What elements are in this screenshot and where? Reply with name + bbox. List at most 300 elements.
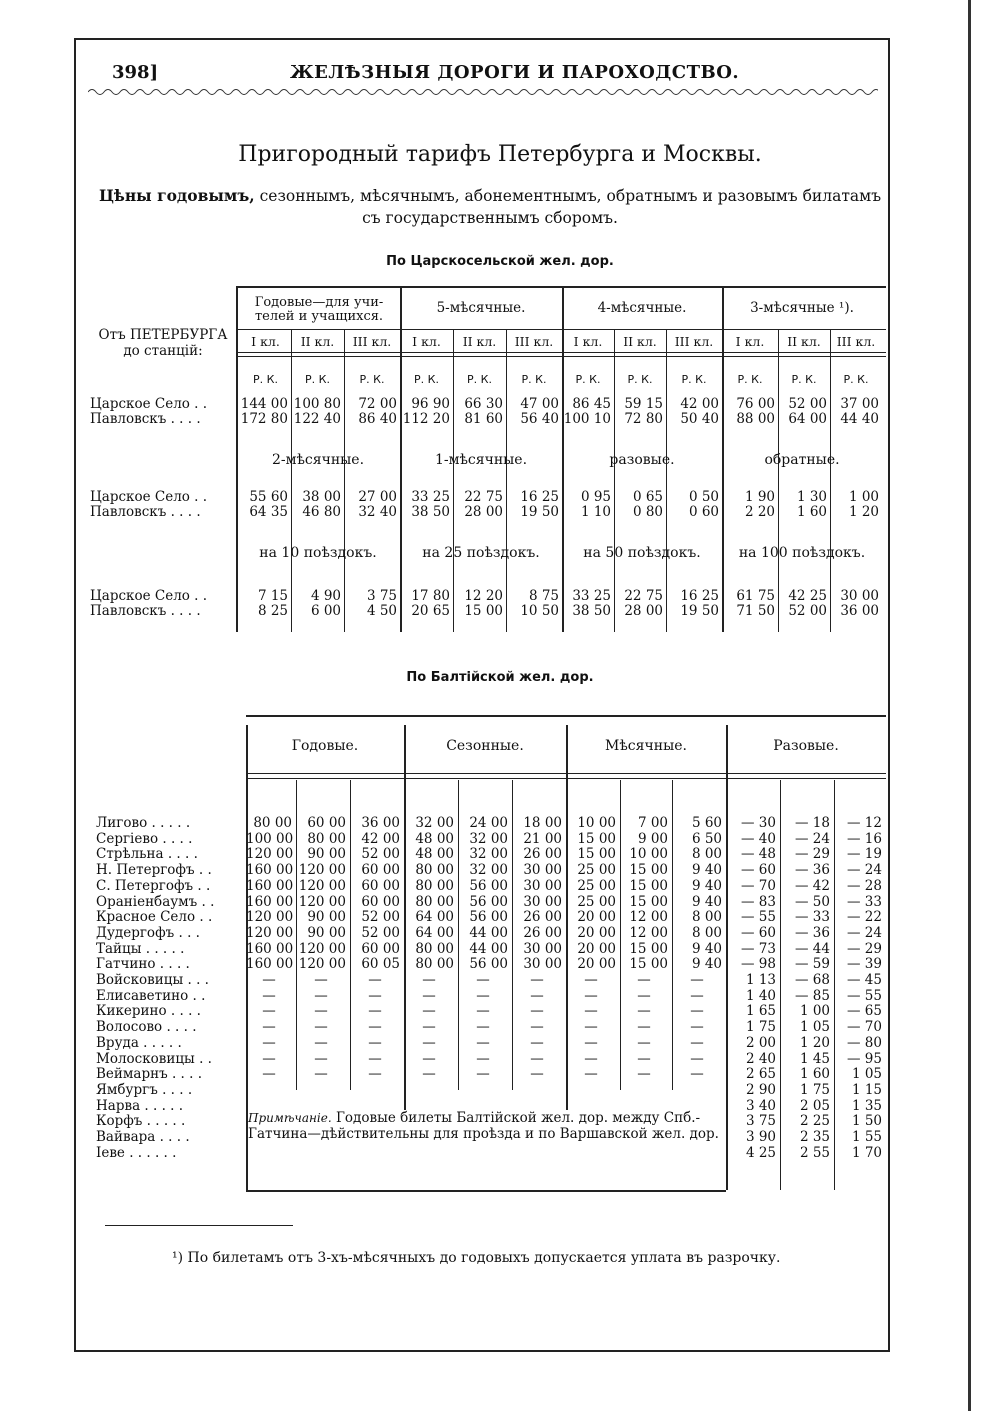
baltic-station-name: Веймарнъ . . . . [96,1066,203,1083]
class-header: I кл. [735,334,765,349]
baltic-fare-value: 80 00 [415,940,454,957]
fare-value: 28 00 [464,504,503,520]
fare-value: 6 00 [310,603,341,619]
class-header: III кл. [674,334,714,349]
fare-value: 4 50 [366,603,397,619]
fare-value: 12 20 [464,588,503,604]
baltic-fare-value: 9 40 [691,940,722,957]
note-label: Примѣчаніе. [248,1111,332,1125]
fare-value: 64 35 [249,504,288,520]
fare-value: 0 65 [632,489,663,505]
baltic-fare-value: 15 00 [629,893,668,910]
fare-value: 71 50 [736,603,775,619]
baltic-fare-value: — [690,1019,704,1036]
fare-value: 19 50 [520,504,559,520]
baltic-fare-value: 20 00 [577,909,616,926]
baltic-fare-value: 90 00 [307,924,346,941]
baltic-fare-value: — [314,972,328,988]
baltic-fare-value: — [530,1066,544,1083]
block-header: на 25 поѣздокъ. [422,545,540,561]
fare-value: 0 60 [688,504,719,520]
baltic-fare-value: 100 00 [246,830,294,847]
table1-class-rule-bottom2 [236,356,886,357]
baltic-fare-value: — [262,1066,276,1083]
unit-label: Р. К. [359,373,385,386]
baltic-fare-value: — 28 [847,877,882,894]
baltic-fare-value: 52 00 [361,909,400,926]
baltic-fare-value: — 70 [741,877,776,894]
baltic-fare-value: 160 00 [246,893,294,910]
fare-value: 66 30 [464,396,503,412]
fare-value: 144 00 [240,396,288,412]
class-header: II кл. [787,334,821,349]
baltic-fare-value: — 36 [795,862,830,879]
fare-value: 33 25 [411,489,450,505]
fare-value: 10 50 [520,603,559,619]
station-name: Павловскъ . . . . [90,504,201,520]
baltic-fare-value: — 33 [795,909,830,926]
baltic-fare-value: — 24 [847,862,882,879]
baltic-fare-value: — [584,1003,598,1020]
baltic-fare-value: — 24 [795,830,830,847]
baltic-note [248,1110,728,1142]
baltic-fare-value: — [637,1003,651,1020]
fare-value: 112 20 [402,411,450,427]
class-header: I кл. [412,334,441,349]
block-header: разовые. [609,452,675,468]
fare-value: 28 00 [624,603,663,619]
scan-edge-line [968,0,971,1411]
fare-value: 2 20 [744,504,775,520]
baltic-fare-value: — 70 [847,1019,882,1036]
baltic-fare-value: 12 00 [629,909,668,926]
fare-value: 0 95 [580,489,611,505]
baltic-fare-value: — 22 [847,909,882,926]
baltic-fare-value: — 30 [741,815,776,831]
baltic-fare-value: 80 00 [307,830,346,847]
fare-value: 22 75 [464,489,503,505]
baltic-station-name: Іеве . . . . . . [96,1144,177,1161]
baltic-fare-value: — [584,1066,598,1083]
baltic-fare-value: — [584,1034,598,1051]
table1-class-rule-bottom [236,352,886,353]
baltic-fare-value: 32 00 [469,830,508,847]
baltic-fare-value: — [530,1050,544,1067]
baltic-fare-value: 2 55 [799,1144,830,1161]
baltic-fare-value: 160 00 [246,956,294,973]
baltic-fare-value: — 45 [847,972,882,988]
group-header-yearly: Годовые—для учи- [254,295,384,310]
fare-value: 1 20 [848,504,879,520]
fare-value: 122 40 [293,411,341,427]
fare-value: 1 00 [848,489,879,505]
baltic-fare-value: — 59 [795,956,830,973]
baltic-fare-value: — 60 [741,862,776,879]
baltic-fare-value: — 48 [741,846,776,863]
baltic-fare-value: — [637,1034,651,1051]
baltic-fare-value: 48 00 [415,846,454,863]
baltic-fare-value: 56 00 [469,956,508,973]
baltic-fare-value: — [584,1019,598,1036]
baltic-fare-value: — [690,1066,704,1083]
baltic-station-name: Ямбургъ . . . . [96,1081,193,1098]
baltic-fare-value: 120 00 [298,893,346,910]
baltic-fare-value: — [476,1003,490,1020]
baltic-fare-value: 30 00 [523,893,562,910]
baltic-fare-value: — [476,987,490,1004]
baltic-fare-value: 120 00 [246,846,294,863]
class-header: II кл. [462,334,497,349]
baltic-fare-value: 7 00 [637,815,668,831]
baltic-fare-value: 56 00 [469,909,508,926]
baltic-fare-value: 1 00 [799,1003,830,1020]
baltic-fare-value: — [368,1066,382,1083]
baltic-fare-value: 120 00 [298,877,346,894]
baltic-fare-value: 90 00 [307,909,346,926]
baltic-fare-value: — 18 [795,815,830,831]
fare-value: 72 80 [624,411,663,427]
section1-title: По Царскосельской жел. дор. [386,254,614,269]
fare-value: 20 65 [411,603,450,619]
baltic-fare-value: — [530,1019,544,1036]
baltic-fare-value: — [314,1019,328,1036]
fare-value: 72 00 [358,396,397,412]
baltic-fare-value: — [637,972,651,988]
baltic-fare-value: — [530,987,544,1004]
baltic-fare-value: 15 00 [577,830,616,847]
unit-label: Р. К. [681,373,707,386]
station-name: Павловскъ . . . . [90,411,201,427]
fare-value: 38 00 [302,489,341,505]
baltic-fare-value: — 24 [847,924,882,941]
baltic-station-name: Вруда . . . . . [96,1034,182,1051]
baltic-fare-value: — 29 [847,940,882,957]
baltic-fare-value: — [262,1003,276,1020]
baltic-station-name: Стрѣльна . . . . [96,846,198,863]
baltic-fare-value: 44 00 [469,940,508,957]
baltic-fare-value: 80 00 [415,877,454,894]
fare-value: 61 75 [736,588,775,604]
fare-value: 44 40 [840,411,879,427]
fare-value: 52 00 [788,396,827,412]
fare-value: 86 40 [358,411,397,427]
baltic-station-name: Сергіево . . . . [96,830,193,847]
station-name: Царское Село . . [90,489,208,505]
baltic-station-name: Красное Село . . [96,909,213,926]
fare-value: 81 60 [464,411,503,427]
baltic-fare-value: 26 00 [523,924,562,941]
fare-value: 55 60 [249,489,288,505]
baltic-fare-value: 1 70 [851,1144,882,1161]
baltic-fare-value: 60 00 [361,862,400,879]
footnote: ¹) По билетамъ отъ 3-хъ-мѣсячныхъ до годовыхъ допускается уплата въ разрочку. [172,1250,781,1266]
baltic-fare-value: 15 00 [629,940,668,957]
baltic-fare-value: 8 00 [691,924,722,941]
fare-value: 172 80 [240,411,288,427]
baltic-fare-value: 10 00 [577,815,616,831]
baltic-fare-value: 6 50 [691,830,722,847]
baltic-fare-value: — [314,987,328,1004]
baltic-fare-value: 36 00 [361,815,400,831]
baltic-fare-value: 1 75 [799,1081,830,1098]
baltic-fare-value: — [368,987,382,1004]
baltic-fare-value: 44 00 [469,924,508,941]
baltic-fare-value: 80 00 [253,815,292,831]
baltic-fare-value: 1 35 [851,1097,882,1114]
fare-value: 96 90 [411,396,450,412]
fare-value: 32 40 [358,504,397,520]
station-name: Павловскъ . . . . [90,603,201,619]
footnote-rule [105,1225,293,1226]
baltic-fare-value: — 98 [741,956,776,973]
running-title: ЖЕЛѢЗНЫЯ ДОРОГИ И ПАРОХОДСТВО. [290,62,740,83]
baltic-fare-value: — [637,987,651,1004]
unit-label: Р. К. [791,373,817,386]
fare-value: 59 15 [624,396,663,412]
baltic-fare-value: — 95 [847,1050,882,1067]
fare-value: 1 30 [796,489,827,505]
unit-label: Р. К. [843,373,869,386]
fare-value: 8 75 [528,588,559,604]
fare-value: 38 50 [572,603,611,619]
baltic-fare-value: 1 20 [799,1034,830,1051]
fare-value: 27 00 [358,489,397,505]
fare-value: 4 90 [310,588,341,604]
section2-title: По Балтійской жел. дор. [406,670,594,685]
baltic-fare-value: 10 00 [629,846,668,863]
unit-label: Р. К. [521,373,547,386]
baltic-fare-value: 15 00 [629,956,668,973]
baltic-fare-value: 80 00 [415,956,454,973]
baltic-fare-value: — [262,1019,276,1036]
baltic-fare-value: 26 00 [523,846,562,863]
baltic-fare-value: — [637,1019,651,1036]
baltic-fare-value: 9 40 [691,862,722,879]
fare-value: 16 25 [680,588,719,604]
baltic-fare-value: 1 05 [851,1066,882,1083]
baltic-fare-value: 160 00 [246,877,294,894]
baltic-fare-value: 1 13 [745,972,776,988]
fare-value: 50 40 [680,411,719,427]
baltic-fare-value: — [584,972,598,988]
baltic-station-name: Лигово . . . . . [96,815,191,831]
row-header-line1: Отъ ПЕТЕРБУРГА [98,327,228,343]
baltic-station-name: С. Петергофъ . . [96,877,211,894]
baltic-fare-value: — 42 [795,877,830,894]
fare-value: 0 80 [632,504,663,520]
baltic-station-name: Молосковицы . . [96,1050,212,1067]
baltic-fare-value: — [368,1019,382,1036]
subtitle-line2: съ государственнымъ сборомъ. [362,209,618,227]
baltic-fare-value: 56 00 [469,877,508,894]
fare-value: 88 00 [736,411,775,427]
baltic-fare-value: 1 75 [745,1019,776,1036]
fare-value: 37 00 [840,396,879,412]
baltic-fare-value: 24 00 [469,815,508,831]
baltic-fare-value: 2 00 [745,1034,776,1051]
block-header: обратные. [764,452,840,468]
fare-value: 100 10 [563,411,611,427]
baltic-fare-value: — [422,1003,436,1020]
baltic-fare-value: 1 05 [799,1019,830,1036]
fare-value: 42 25 [788,588,827,604]
class-header: III кл. [836,334,876,349]
baltic-fare-value: 25 00 [577,862,616,879]
baltic-fare-value: 21 00 [523,830,562,847]
baltic-fare-value: 32 00 [469,862,508,879]
fare-value: 1 90 [744,489,775,505]
baltic-fare-value: — [314,1003,328,1020]
table1-class-rule [236,329,886,330]
fare-value: 64 00 [788,411,827,427]
fare-value: 46 80 [302,504,341,520]
baltic-fare-value: 60 00 [307,815,346,831]
baltic-fare-value: — 83 [741,893,776,910]
fare-value: 17 80 [411,588,450,604]
baltic-fare-value: — [422,1066,436,1083]
baltic-fare-value: 15 00 [629,862,668,879]
fare-value: 1 60 [796,504,827,520]
unit-label: Р. К. [253,373,278,386]
unit-label: Р. К. [414,373,439,386]
fare-value: 7 15 [257,588,288,604]
baltic-group-header: Годовые. [291,738,359,754]
baltic-fare-value: 2 05 [799,1097,830,1114]
block-header: на 50 поѣздокъ. [583,545,701,561]
block-header: на 10 поѣздокъ. [259,545,377,561]
baltic-fare-value: 52 00 [361,846,400,863]
baltic-fare-value: — [422,987,436,1004]
baltic-fare-value: 2 40 [745,1050,776,1067]
baltic-fare-value: 3 90 [745,1129,776,1145]
baltic-group-header: Сезонные. [446,738,524,754]
baltic-fare-value: 80 00 [415,862,454,879]
table2-bottom-rule [246,1190,726,1192]
subtitle-bold: Цѣны годовымъ, [98,186,255,205]
baltic-fare-value: 9 40 [691,956,722,973]
baltic-fare-value: — 60 [741,924,776,941]
baltic-fare-value: 32 00 [415,815,454,831]
fare-value: 3 75 [366,588,397,604]
fare-value: 86 45 [572,396,611,412]
baltic-fare-value: 30 00 [523,862,562,879]
baltic-fare-value: 120 00 [246,909,294,926]
fare-value: 33 25 [572,588,611,604]
baltic-fare-value: 2 25 [799,1113,830,1130]
baltic-fare-value: 56 00 [469,893,508,910]
baltic-fare-value: — 68 [795,972,830,988]
baltic-fare-value: 15 00 [577,846,616,863]
baltic-fare-value: 3 40 [745,1097,776,1114]
page-number: 398] [112,62,159,83]
baltic-fare-value: 120 00 [298,956,346,973]
baltic-fare-value: 30 00 [523,940,562,957]
baltic-fare-value: 90 00 [307,846,346,863]
baltic-fare-value: 8 00 [691,846,722,863]
baltic-fare-value: 1 50 [851,1113,882,1130]
baltic-fare-value: 1 60 [799,1066,830,1083]
baltic-station-name: Гатчино . . . . [96,956,190,973]
group-header-4-month: 4-мѣсячные. [597,300,687,316]
fare-value: 0 50 [688,489,719,505]
baltic-fare-value: 25 00 [577,893,616,910]
group-header-5-month: 5-мѣсячные. [436,300,526,316]
baltic-fare-value: — 44 [795,940,830,957]
fare-value: 36 00 [840,603,879,619]
baltic-fare-value: — 55 [847,987,882,1004]
baltic-fare-value: 2 65 [745,1066,776,1083]
baltic-fare-value: — [476,1034,490,1051]
baltic-fare-value: — [422,1034,436,1051]
baltic-station-name: Кикерино . . . . [96,1003,201,1020]
baltic-fare-value: — [262,1034,276,1051]
baltic-fare-value: 48 00 [415,830,454,847]
baltic-station-name: Волосово . . . . [96,1019,197,1036]
baltic-fare-value: — 40 [741,830,776,847]
unit-label: Р. К. [737,373,763,386]
fare-value: 56 40 [520,411,559,427]
baltic-fare-value: — [422,1050,436,1067]
baltic-fare-value: — 29 [795,846,830,863]
fare-value: 30 00 [840,588,879,604]
fare-value: 38 50 [411,504,450,520]
baltic-fare-value: — [476,1050,490,1067]
baltic-fare-value: 4 25 [745,1144,776,1161]
baltic-fare-value: — [476,1066,490,1083]
baltic-fare-value: — [637,1066,651,1083]
baltic-fare-value: — [530,972,544,988]
baltic-fare-value: — 50 [795,893,830,910]
class-header: I кл. [573,334,603,349]
baltic-fare-value: — [422,1019,436,1036]
baltic-fare-value: — [368,1050,382,1067]
baltic-fare-value: — [262,972,276,988]
baltic-fare-value: 120 00 [298,862,346,879]
baltic-station-name: Ораніенбаумъ . . [96,893,215,910]
fare-value: 8 25 [257,603,288,619]
baltic-fare-value: — 73 [741,940,776,957]
baltic-fare-value: — [476,972,490,988]
subtitle-rest: сезоннымъ, мѣсячнымъ, абонементнымъ, обратнымъ и разовымъ билатамъ [254,187,882,205]
baltic-fare-value: — 16 [847,830,882,847]
fare-value: 42 00 [680,396,719,412]
station-name: Царское Село . . [90,396,208,412]
baltic-fare-value: — 80 [847,1034,882,1051]
fare-value: 15 00 [464,603,503,619]
baltic-station-name: Дудергофъ . . . [96,924,200,941]
baltic-fare-value: — [368,1034,382,1051]
baltic-fare-value: 64 00 [415,924,454,941]
fare-value: 100 80 [293,396,341,412]
baltic-station-name: Нарва . . . . . [96,1097,184,1114]
baltic-fare-value: — [690,1034,704,1051]
baltic-station-name: Елисаветино . . [96,987,206,1004]
baltic-fare-value: — [422,972,436,988]
baltic-fare-value: — [314,1066,328,1083]
baltic-fare-value: 52 00 [361,924,400,941]
class-header: III кл. [514,334,554,349]
baltic-fare-value: — [690,1003,704,1020]
baltic-fare-value: 18 00 [523,815,562,831]
fare-value: 47 00 [520,396,559,412]
baltic-fare-value: 60 00 [361,877,400,894]
baltic-fare-value: — [314,1034,328,1051]
fare-value: 22 75 [624,588,663,604]
baltic-fare-value: 20 00 [577,956,616,973]
baltic-fare-value: 30 00 [523,877,562,894]
baltic-fare-value: 60 05 [361,956,400,973]
note-text: Годовые билеты Балтійской жел. дор. между Спб.-Гатчина—дѣйствительны для проѣзда и по Варшавской жел. дор. [248,1110,719,1142]
